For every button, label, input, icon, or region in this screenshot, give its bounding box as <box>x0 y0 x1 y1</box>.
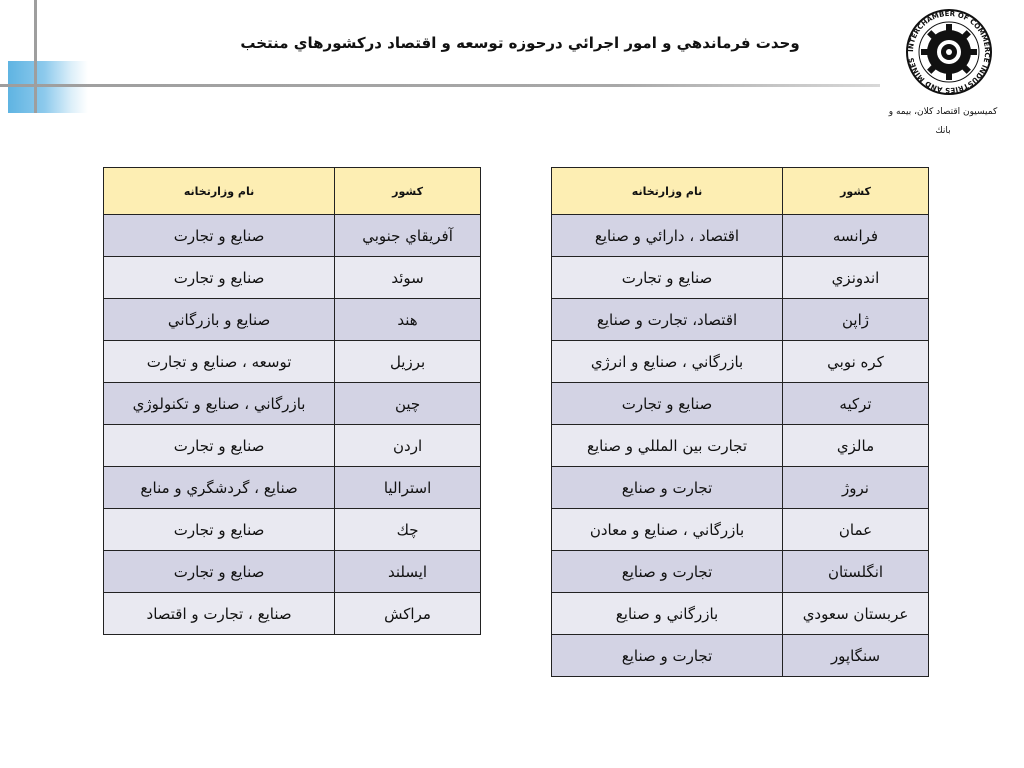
logo-caption-line-1: كميسيون اقتصاد كلان، بيمه و <box>888 107 998 117</box>
table-row <box>552 341 929 383</box>
table-row <box>104 341 481 383</box>
ministry-cell: تجارت و صنايع <box>552 635 783 677</box>
ministry-cell: صنايع و تجارت <box>104 509 335 551</box>
country-cell: اردن <box>335 425 481 467</box>
table-row <box>552 509 929 551</box>
country-cell: كره نوبي <box>783 341 929 383</box>
country-cell: چك <box>335 509 481 551</box>
column-header-ministry: نام وزارتخانه <box>552 168 783 215</box>
table-row <box>552 551 929 593</box>
ministry-cell: اقتصاد، تجارت و صنايع <box>552 299 783 341</box>
corner-decoration-vertical-line <box>34 0 37 113</box>
header-divider-line <box>0 84 880 87</box>
chamber-logo-icon <box>898 8 1000 96</box>
logo-caption-line-2: بانك <box>935 126 951 136</box>
gear-icon <box>921 24 977 80</box>
country-cell: ايسلند <box>335 551 481 593</box>
country-cell: سوئد <box>335 257 481 299</box>
country-cell: عربستان سعودي <box>783 593 929 635</box>
country-cell: سنگاپور <box>783 635 929 677</box>
ministry-cell: بازرگاني ، صنايع و انرژي <box>552 341 783 383</box>
ministry-cell: صنايع و بازرگاني <box>104 299 335 341</box>
table-header-row <box>104 168 481 215</box>
country-cell: آفريقاي جنوبي <box>335 215 481 257</box>
table-row <box>104 593 481 635</box>
ministry-table-right <box>551 167 929 677</box>
table-row <box>104 257 481 299</box>
column-header-country: كشور <box>335 168 481 215</box>
ministry-cell: صنايع و تجارت <box>104 257 335 299</box>
table-row <box>104 467 481 509</box>
country-cell: نروژ <box>783 467 929 509</box>
table-header-row <box>552 168 929 215</box>
table-row <box>104 299 481 341</box>
table-row <box>552 215 929 257</box>
table-row <box>104 215 481 257</box>
table-row <box>104 509 481 551</box>
country-cell: عمان <box>783 509 929 551</box>
country-cell: ژاپن <box>783 299 929 341</box>
column-header-country: كشور <box>783 168 929 215</box>
column-header-ministry: نام وزارتخانه <box>104 168 335 215</box>
country-cell: تركيه <box>783 383 929 425</box>
country-cell: چين <box>335 383 481 425</box>
ministry-cell: اقتصاد ، دارائي و صنايع <box>552 215 783 257</box>
corner-decoration-block <box>8 61 88 113</box>
ministry-cell: صنايع و تجارت <box>552 383 783 425</box>
country-cell: اندونزي <box>783 257 929 299</box>
ministry-cell: صنايع و تجارت <box>104 215 335 257</box>
country-cell: فرانسه <box>783 215 929 257</box>
ministry-cell: صنايع ، گردشگري و منابع <box>104 467 335 509</box>
table-row <box>552 257 929 299</box>
ministry-cell: صنايع و تجارت <box>104 551 335 593</box>
ministry-cell: صنايع و تجارت <box>552 257 783 299</box>
table-row <box>104 383 481 425</box>
logo-caption <box>868 103 1018 141</box>
ministry-cell: بازرگاني ، صنايع و تكنولوژي <box>104 383 335 425</box>
country-cell: هند <box>335 299 481 341</box>
country-cell: مالزي <box>783 425 929 467</box>
ministry-cell: صنايع ، تجارت و اقتصاد <box>104 593 335 635</box>
ministry-cell: تجارت بين المللي و صنايع <box>552 425 783 467</box>
ministry-table-left <box>103 167 481 635</box>
table-row <box>552 467 929 509</box>
country-cell: استراليا <box>335 467 481 509</box>
ministry-cell: تجارت و صنايع <box>552 551 783 593</box>
table-row <box>552 425 929 467</box>
country-cell: مراكش <box>335 593 481 635</box>
table-row <box>552 299 929 341</box>
table-row <box>104 425 481 467</box>
table-row <box>552 383 929 425</box>
country-cell: برزيل <box>335 341 481 383</box>
ministry-cell: توسعه ، صنايع و تجارت <box>104 341 335 383</box>
ministry-cell: بازرگاني و صنايع <box>552 593 783 635</box>
table-row <box>552 593 929 635</box>
table-row <box>104 551 481 593</box>
ministry-cell: بازرگاني ، صنايع و معادن <box>552 509 783 551</box>
ministry-cell: تجارت و صنايع <box>552 467 783 509</box>
logo-ring-text: INTERCHAMBER OF COMMERCE INDUSTRIES AND MINES <box>906 9 992 95</box>
ministry-cell: صنايع و تجارت <box>104 425 335 467</box>
country-cell: انگلستان <box>783 551 929 593</box>
table-row <box>552 635 929 677</box>
slide-title: وحدت فرماندهي و امور اجرائي درحوزه توسعه و اقتصاد دركشورهاي منتخب <box>240 34 800 52</box>
